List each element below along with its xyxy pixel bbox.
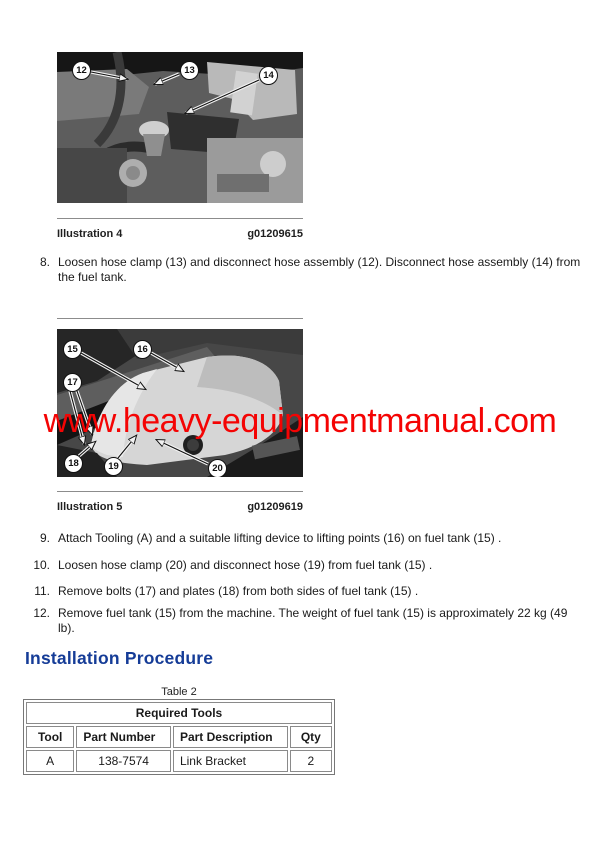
table-header-row <box>26 726 332 748</box>
step-8 <box>26 255 582 285</box>
figure-5-id: g01209619 <box>247 501 303 513</box>
step-text: Loosen hose clamp (20) and disconnect hose (19) from fuel tank (15) . <box>58 558 433 572</box>
col-header-part-description: Part Description <box>173 726 288 748</box>
cell-part-description: Link Bracket <box>173 750 288 772</box>
cell-qty: 2 <box>290 750 332 772</box>
callout-18: 18 <box>64 454 83 473</box>
callout-13: 13 <box>180 61 199 80</box>
callout-19: 19 <box>104 457 123 476</box>
step-9 <box>26 531 582 546</box>
step-number: 8. <box>39 255 50 269</box>
step-11 <box>26 584 582 599</box>
cell-tool: A <box>26 750 74 772</box>
callout-20: 20 <box>208 459 227 477</box>
callout-12: 12 <box>72 61 91 80</box>
step-number: 11. <box>34 584 50 598</box>
callout-16: 16 <box>133 340 152 359</box>
figure-5-label: Illustration 5 <box>57 501 123 513</box>
step-number: 12. <box>33 606 50 620</box>
figure-4-id: g01209615 <box>247 228 303 240</box>
step-text: Attach Tooling (A) and a suitable lifting device to lifting points (16) on fuel tank (15) . <box>58 531 502 545</box>
step-text: Remove bolts (17) and plates (18) from both sides of fuel tank (15) . <box>58 584 419 598</box>
section-heading: Installation Procedure <box>25 648 214 668</box>
illustration-4-photo <box>57 52 303 203</box>
table-title-row <box>26 702 332 724</box>
figure-4-label: Illustration 4 <box>57 228 123 240</box>
figure-5-top-rule <box>57 318 303 319</box>
step-number: 9. <box>39 531 50 545</box>
col-header-tool: Tool <box>26 726 74 748</box>
step-number: 10. <box>33 558 50 572</box>
table-caption: Table 2 <box>161 686 197 698</box>
site-watermark: www.heavy-equipmentmanual.com <box>43 402 557 440</box>
figure-4-rule <box>57 218 303 219</box>
callout-15: 15 <box>63 340 82 359</box>
callout-14: 14 <box>259 66 278 85</box>
cell-part-number: 138-7574 <box>76 750 171 772</box>
step-text: Remove fuel tank (15) from the machine. The weight of fuel tank (15) is approximately 22 kg (49 lb). <box>58 606 568 635</box>
step-12 <box>26 606 582 636</box>
table-row <box>26 750 332 772</box>
step-text: Loosen hose clamp (13) and disconnect hose assembly (12). Disconnect hose assembly (14) from the fuel tank. <box>58 255 581 284</box>
col-header-qty: Qty <box>290 726 332 748</box>
col-header-part-number: Part Number <box>76 726 171 748</box>
figure-5-rule <box>57 491 303 492</box>
figure-5-caption <box>57 501 303 513</box>
required-tools-table <box>23 699 335 775</box>
figure-4-caption <box>57 228 303 240</box>
step-10 <box>26 558 582 573</box>
table-title: Required Tools <box>26 702 332 724</box>
callout-17: 17 <box>63 373 82 392</box>
